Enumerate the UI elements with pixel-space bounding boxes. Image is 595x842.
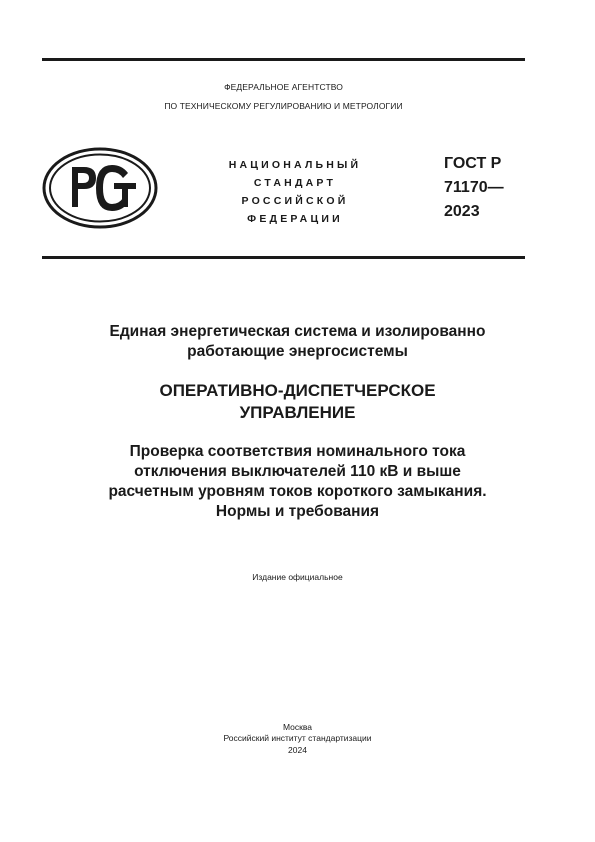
- subtitle-line-1: Единая энергетическая система и изолированно: [109, 323, 486, 340]
- agency-line-2: ПО ТЕХНИЧЕСКОМУ РЕГУЛИРОВАНИЮ И МЕТРОЛОГИИ: [164, 101, 403, 111]
- agency-line-1: ФЕДЕРАЛЬНОЕ АГЕНТСТВО: [224, 82, 343, 92]
- top-rule: [42, 58, 525, 61]
- national-line-2: СТАНДАРТ: [253, 177, 337, 189]
- title-line-1: ОПЕРАТИВНО-ДИСПЕТЧЕРСКОЕ: [159, 381, 436, 400]
- national-line-3: РОССИЙСКОЙ: [241, 195, 349, 207]
- national-standard-label: [205, 156, 385, 228]
- document-description: [42, 442, 553, 522]
- edition-label: Издание официальное: [252, 572, 343, 582]
- description-line-2: отключения выключателей 110 кВ и выше: [134, 463, 461, 480]
- national-line-1: НАЦИОНАЛЬНЫЙ: [228, 159, 362, 171]
- national-line-4: ФЕДЕРАЦИИ: [247, 213, 343, 225]
- document-title: [42, 380, 553, 424]
- designation-line-2: 71170—: [444, 179, 504, 196]
- description-line-1: Проверка соответствия номинального тока: [129, 443, 466, 460]
- standard-designation: [444, 152, 504, 224]
- publisher-name: Российский институт стандартизации: [223, 733, 372, 743]
- designation-line-3: 2023: [444, 203, 480, 220]
- document-subtitle: [42, 322, 553, 362]
- rst-certification-logo-icon: [42, 147, 158, 229]
- publication-city: Москва: [282, 722, 313, 732]
- publication-year: 2024: [288, 745, 307, 755]
- description-line-4: Нормы и требования: [215, 503, 380, 520]
- description-line-3: расчетным уровням токов короткого замыкания.: [108, 483, 487, 500]
- designation-line-1: ГОСТ Р: [444, 155, 502, 172]
- bottom-rule: [42, 256, 525, 259]
- title-line-2: УПРАВЛЕНИЕ: [239, 403, 356, 422]
- subtitle-line-2: работающие энергосистемы: [187, 343, 408, 360]
